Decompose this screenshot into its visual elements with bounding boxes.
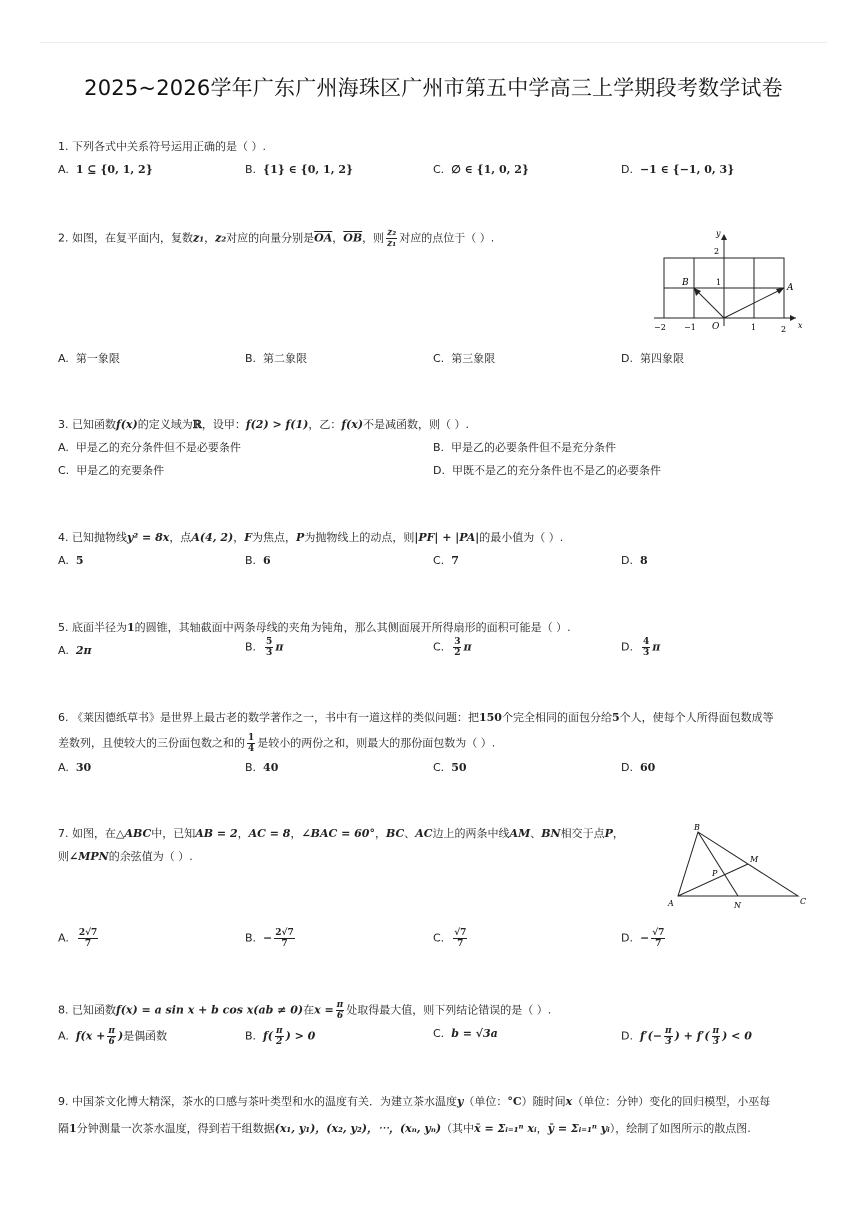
- point-b-label: B: [682, 278, 689, 288]
- tick-x-neg1: −1: [684, 323, 696, 332]
- question-7-stem-line2: 则∠MPN的余弦值为（ ）.: [58, 850, 193, 863]
- q7-option-a[interactable]: A. $\frac{2√7}{7}$: [58, 928, 98, 949]
- q8-option-b[interactable]: B. f( $\frac{\pi}{2}$ ) > 0: [245, 1026, 316, 1047]
- tick-y-2: 2: [714, 247, 720, 256]
- q4-option-d[interactable]: D. 8: [621, 554, 648, 567]
- origin-label: O: [712, 322, 720, 332]
- q3-option-c[interactable]: C. 甲是乙的充要条件: [58, 464, 165, 477]
- question-6-stem-line1: 6. 《莱因德纸草书》是世界上最古老的数学著作之一，书中有一道这样的类似问题：把150个完全相同的面包分给5个人，使每个人所得面包数成等: [58, 711, 774, 724]
- arrow-a: [776, 288, 784, 294]
- q2-option-c[interactable]: C. 第三象限: [433, 352, 496, 365]
- vertex-b-label: B: [694, 823, 700, 832]
- q2-option-d[interactable]: D. 第四象限: [621, 352, 684, 365]
- arrow-b: [694, 288, 701, 296]
- y-axis-arrow: [721, 234, 727, 240]
- question-8-stem: 8. 已知函数f(x) = a sin x + b cos x(ab ≠ 0)在x = $\frac{\pi}{6}$ 处取得最大值，则下列结论错误的是（ ）.: [58, 1000, 552, 1021]
- q5-option-c[interactable]: C. $\frac{3}{2}$ π: [433, 637, 472, 658]
- vertex-a-label: A: [668, 899, 674, 908]
- tick-x-neg2: −2: [654, 323, 666, 332]
- question-3-stem: 3. 已知函数f(x)的定义域为ℝ，设甲：f(2) > f(1)，乙：f(x)不是减函数，则（ ）.: [58, 418, 470, 431]
- question-2-stem: 2. 如图，在复平面内，复数z₁，z₂对应的向量分别是$\overline{OA}$，$\overline{OB}$，则 $\frac{\text{z₂}}{\text{z₁}}$ 对应的点位于（ ）.: [58, 228, 495, 249]
- question-6-stem-line2: 差数列，且使较大的三份面包数之和的 $\frac{1}{4}$ 是较小的两份之和，则最大的那份面包数为（ ）.: [58, 733, 496, 754]
- q7-option-c[interactable]: C. $\frac{√7}{7}$: [433, 928, 467, 949]
- q6-option-b[interactable]: B. 40: [245, 761, 279, 774]
- tick-x-1: 1: [751, 323, 757, 332]
- triangle-abc: [678, 832, 798, 896]
- triangle-figure: [664, 820, 812, 912]
- q1-option-b[interactable]: B. {1} ∈ {0, 1, 2}: [245, 163, 354, 176]
- x-axis-arrow: [790, 315, 796, 321]
- q6-option-c[interactable]: C. 50: [433, 761, 467, 774]
- question-9-stem-line1: 9. 中国茶文化博大精深，茶水的口感与茶叶类型和水的温度有关．为建立茶水温度y（单位：°C）随时间x（单位：分钟）变化的回归模型，小巫每: [58, 1095, 771, 1108]
- q8-option-d[interactable]: D. f′(− $\frac{\pi}{3}$ ) + f′( $\frac{\pi}{3}$ ) < 0: [621, 1026, 752, 1047]
- q5-option-a[interactable]: A. 2π: [58, 644, 92, 657]
- point-p-label: P: [712, 869, 718, 878]
- tick-x-2: 2: [781, 325, 787, 334]
- median-bn: [698, 832, 738, 896]
- question-1-stem: 1. 下列各式中关系符号运用正确的是（ ）.: [58, 140, 266, 153]
- q3-option-a[interactable]: A. 甲是乙的充分条件但不是必要条件: [58, 441, 241, 454]
- vertex-c-label: C: [800, 897, 807, 906]
- q2-option-a[interactable]: A. 第一象限: [58, 352, 120, 365]
- q8-option-a[interactable]: A. f(x + $\frac{\pi}{6}$ )是偶函数: [58, 1026, 168, 1047]
- q5-option-d[interactable]: D. $\frac{4}{3}$ π: [621, 637, 661, 658]
- point-a-label: A: [787, 283, 794, 293]
- complex-plane-figure: [648, 226, 808, 338]
- q3-option-b[interactable]: B. 甲是乙的必要条件但不是充分条件: [433, 441, 617, 454]
- page-title: 2025~2026学年广东广州海珠区广州市第五中学高三上学期段考数学试卷: [84, 76, 783, 100]
- header-divider: [40, 42, 827, 43]
- q1-option-a[interactable]: A. 1 ⊆ {0, 1, 2}: [58, 163, 153, 176]
- q7-option-b[interactable]: B. − $\frac{2√7}{7}$: [245, 928, 294, 949]
- y-axis-label: y: [716, 229, 721, 238]
- q4-option-c[interactable]: C. 7: [433, 554, 459, 567]
- question-5-stem: 5. 底面半径为1的圆锥，其轴截面中两条母线的夹角为钝角，那么其侧面展开所得扇形的面积可能是（ ）.: [58, 621, 571, 634]
- q7-option-d[interactable]: D. − $\frac{√7}{7}$: [621, 928, 665, 949]
- q4-option-a[interactable]: A. 5: [58, 554, 84, 567]
- midpoint-m-label: M: [750, 855, 759, 864]
- q1-option-d[interactable]: D. −1 ∈ {−1, 0, 3}: [621, 163, 735, 176]
- question-7-stem-line1: 7. 如图，在△ABC中，已知AB = 2，AC = 8，∠BAC = 60°，BC、AC边上的两条中线AM、BN相交于点P，: [58, 827, 624, 840]
- question-9-stem-line2: 隔1分钟测量一次茶水温度，得到若干组数据(x₁, y₁)，(x₂, y₂)，⋯，(xₙ, yₙ)（其中x̄ = Σᵢ₌₁ⁿ xᵢ，ȳ = Σᵢ₌₁ⁿ yᵢ），绘制了如图所示的散点图.: [58, 1122, 751, 1135]
- q5-option-b[interactable]: B. $\frac{5}{3}$ π: [245, 637, 284, 658]
- q6-option-a[interactable]: A. 30: [58, 761, 92, 774]
- q3-option-d[interactable]: D. 甲既不是乙的充分条件也不是乙的必要条件: [433, 464, 661, 477]
- question-4-stem: 4. 已知抛物线y² = 8x，点A(4, 2)，F为焦点，P为抛物线上的动点，则|PF| + |PA|的最小值为（ ）.: [58, 531, 564, 544]
- q1-option-c[interactable]: C. ∅ ∈ {1, 0, 2}: [433, 163, 529, 176]
- q8-option-c[interactable]: C. b = √3a: [433, 1027, 498, 1040]
- q2-option-b[interactable]: B. 第二象限: [245, 352, 308, 365]
- q6-option-d[interactable]: D. 60: [621, 761, 656, 774]
- tick-y-1: 1: [716, 278, 722, 287]
- x-axis-label: x: [798, 321, 803, 330]
- q4-option-b[interactable]: B. 6: [245, 554, 271, 567]
- midpoint-n-label: N: [734, 901, 741, 910]
